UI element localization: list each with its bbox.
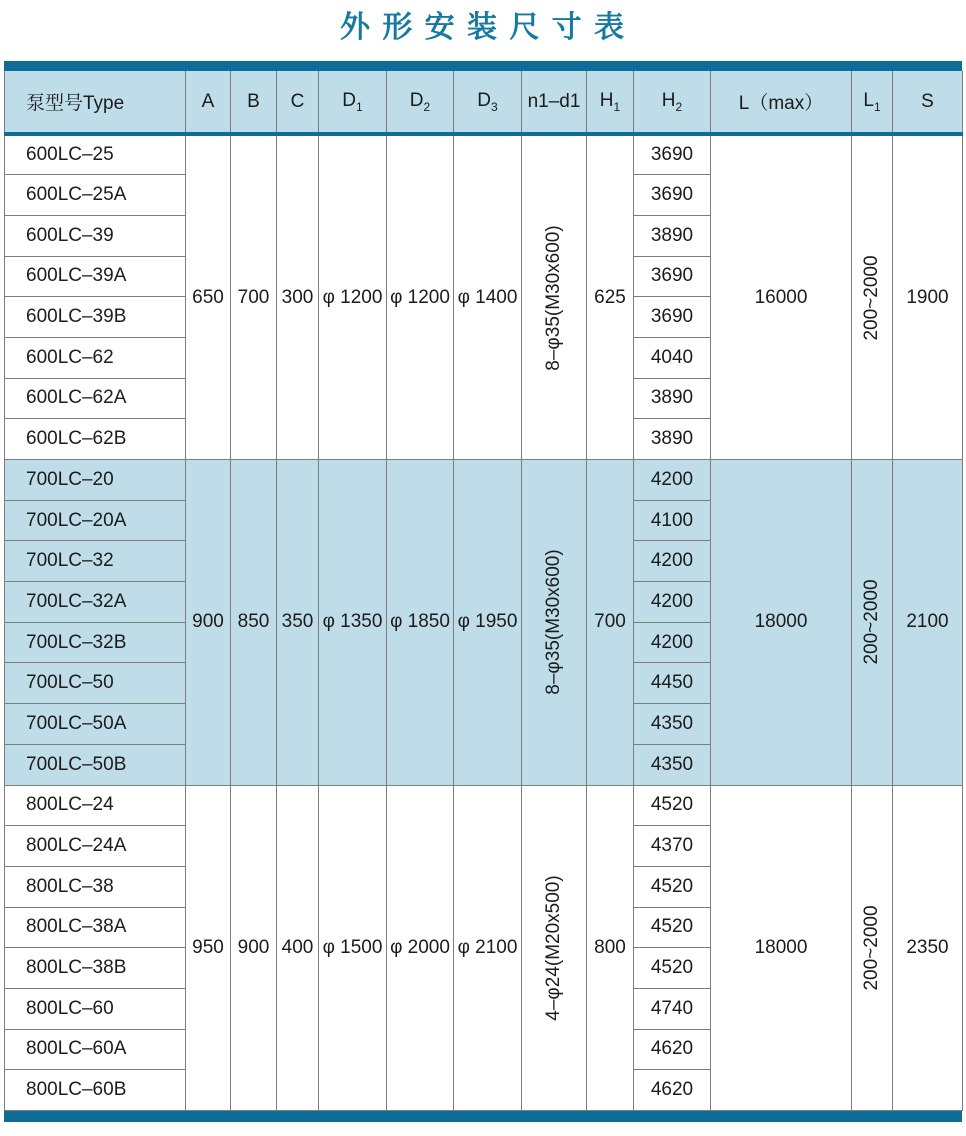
cell-l1 xyxy=(852,134,893,460)
cell-h1: 700 xyxy=(587,460,634,786)
cell-h2: 4200 xyxy=(634,622,711,663)
group-600lc xyxy=(5,134,963,460)
cell-pump-type: 700LC–50 xyxy=(5,663,186,704)
cell-h2: 3890 xyxy=(634,419,711,460)
cell-pump-type: 600LC–25 xyxy=(5,134,186,175)
column-header-label: n1–d1 xyxy=(527,90,581,112)
cell-h2: 4040 xyxy=(634,337,711,378)
cell-pump-type: 800LC–38A xyxy=(5,907,186,948)
cell-pump-type: 600LC–62A xyxy=(5,378,186,419)
cell-pump-type: 600LC–39 xyxy=(5,215,186,256)
cell-pump-type: 600LC–39A xyxy=(5,256,186,297)
cell-h2: 3890 xyxy=(634,378,711,419)
cell-pump-type: 700LC–20 xyxy=(5,460,186,501)
cell-h2: 4370 xyxy=(634,826,711,867)
cell-pump-type: 700LC–50B xyxy=(5,744,186,785)
header-row xyxy=(5,71,963,134)
column-header-b xyxy=(231,71,277,134)
cell-c: 300 xyxy=(277,134,319,460)
cell-h2: 4100 xyxy=(634,500,711,541)
dimension-table xyxy=(4,71,963,1111)
column-header-n1-d1 xyxy=(522,71,587,134)
cell-l1 xyxy=(852,460,893,786)
cell-h2: 4350 xyxy=(634,744,711,785)
cell-n1-d1 xyxy=(522,134,587,460)
cell-s: 2350 xyxy=(893,785,963,1111)
column-header-c xyxy=(277,71,319,134)
cell-h2: 4520 xyxy=(634,866,711,907)
page-title: 外 形 安 装 尺 寸 表 xyxy=(339,11,626,44)
column-header-label: 泵型号Type xyxy=(26,93,125,114)
cell-h2: 4620 xyxy=(634,1070,711,1111)
column-header-d1 xyxy=(319,71,387,134)
rotated-text: 200~2000 xyxy=(861,579,882,665)
cell-pump-type: 600LC–39B xyxy=(5,297,186,338)
column-header-subscript: 2 xyxy=(423,99,431,114)
cell-a: 950 xyxy=(186,785,231,1111)
column-header-type xyxy=(5,71,186,134)
cell-h2: 4450 xyxy=(634,663,711,704)
cell-c: 350 xyxy=(277,460,319,786)
cell-lmax: 18000 xyxy=(711,460,852,786)
column-header-subscript: 2 xyxy=(675,99,683,114)
cell-h2: 4520 xyxy=(634,948,711,989)
cell-h2: 3690 xyxy=(634,175,711,216)
column-header-h2 xyxy=(634,71,711,134)
top-accent-bar xyxy=(4,61,962,71)
column-header-label: D xyxy=(409,90,424,112)
column-header-label: L（max） xyxy=(738,93,824,114)
cell-h2: 4200 xyxy=(634,582,711,623)
cell-pump-type: 800LC–24 xyxy=(5,785,186,826)
column-header-a xyxy=(186,71,231,134)
cell-n1-d1 xyxy=(522,785,587,1111)
cell-l1 xyxy=(852,785,893,1111)
cell-h2: 4200 xyxy=(634,541,711,582)
column-header-subscript: 1 xyxy=(613,99,621,114)
cell-lmax: 16000 xyxy=(711,134,852,460)
column-header-label: C xyxy=(290,90,305,112)
cell-h2: 3690 xyxy=(634,256,711,297)
table-row xyxy=(5,785,963,826)
cell-pump-type: 700LC–32 xyxy=(5,541,186,582)
table-row xyxy=(5,134,963,175)
column-header-d2 xyxy=(387,71,454,134)
cell-h2: 4350 xyxy=(634,704,711,745)
cell-h2: 3690 xyxy=(634,134,711,175)
rotated-text: 8–φ35(M30x600) xyxy=(543,549,564,695)
column-header-d3 xyxy=(454,71,522,134)
column-header-subscript: 1 xyxy=(356,99,363,114)
cell-d3: φ 2100 xyxy=(454,785,522,1111)
column-header-label: B xyxy=(247,90,260,112)
cell-d2: φ 2000 xyxy=(387,785,454,1111)
table-row xyxy=(5,460,963,501)
cell-a: 650 xyxy=(186,134,231,460)
cell-pump-type: 800LC–60B xyxy=(5,1070,186,1111)
column-header-label: L xyxy=(863,90,874,112)
rotated-text: 8–φ35(M30x600) xyxy=(543,224,564,371)
cell-h2: 4520 xyxy=(634,785,711,826)
cell-pump-type: 700LC–50A xyxy=(5,704,186,745)
cell-h2: 3690 xyxy=(634,297,711,338)
cell-c: 400 xyxy=(277,785,319,1111)
cell-d3: φ 1950 xyxy=(454,460,522,786)
cell-b: 700 xyxy=(231,134,277,460)
cell-b: 900 xyxy=(231,785,277,1111)
cell-s: 1900 xyxy=(893,134,963,460)
cell-pump-type: 800LC–60A xyxy=(5,1029,186,1070)
cell-h2: 3890 xyxy=(634,215,711,256)
cell-pump-type: 700LC–32A xyxy=(5,582,186,623)
cell-pump-type: 700LC–32B xyxy=(5,622,186,663)
cell-h2: 4620 xyxy=(634,1029,711,1070)
cell-d1: φ 1200 xyxy=(319,134,387,460)
cell-pump-type: 700LC–20A xyxy=(5,500,186,541)
cell-s: 2100 xyxy=(893,460,963,786)
cell-lmax: 18000 xyxy=(711,785,852,1111)
cell-pump-type: 800LC–38B xyxy=(5,948,186,989)
cell-pump-type: 800LC–24A xyxy=(5,826,186,867)
cell-d2: φ 1850 xyxy=(387,460,454,786)
cell-pump-type: 600LC–25A xyxy=(5,175,186,216)
cell-d2: φ 1200 xyxy=(387,134,454,460)
column-header-label: H xyxy=(599,90,614,112)
cell-pump-type: 800LC–60 xyxy=(5,988,186,1029)
column-header-l1 xyxy=(852,71,893,134)
column-header-lmax xyxy=(711,71,852,134)
cell-d1: φ 1500 xyxy=(319,785,387,1111)
cell-b: 850 xyxy=(231,460,277,786)
column-header-subscript: 3 xyxy=(491,99,498,114)
rotated-text: 200~2000 xyxy=(861,254,882,341)
cell-pump-type: 600LC–62B xyxy=(5,419,186,460)
column-header-label: D xyxy=(342,90,357,112)
group-800lc xyxy=(5,785,963,1111)
cell-a: 900 xyxy=(186,460,231,786)
rotated-text: 4–φ24(M20x500) xyxy=(543,875,564,1021)
column-header-s xyxy=(893,71,963,134)
cell-h2: 4520 xyxy=(634,907,711,948)
cell-pump-type: 600LC–62 xyxy=(5,337,186,378)
column-header-label: A xyxy=(201,90,215,112)
cell-pump-type: 800LC–38 xyxy=(5,866,186,907)
rotated-text: 200~2000 xyxy=(861,905,882,991)
group-700lc xyxy=(5,460,963,786)
cell-h1: 625 xyxy=(587,134,634,460)
cell-h2: 4740 xyxy=(634,988,711,1029)
column-header-label: D xyxy=(477,90,492,112)
bottom-accent-bar xyxy=(4,1111,962,1122)
column-header-subscript: 1 xyxy=(873,99,881,114)
dimension-table-wrap xyxy=(4,61,962,1122)
cell-n1-d1 xyxy=(522,460,587,786)
column-header-label: H xyxy=(661,90,676,112)
cell-d3: φ 1400 xyxy=(454,134,522,460)
cell-h1: 800 xyxy=(587,785,634,1111)
cell-h2: 4200 xyxy=(634,460,711,501)
cell-d1: φ 1350 xyxy=(319,460,387,786)
column-header-label: S xyxy=(921,90,934,112)
column-header-h1 xyxy=(587,71,634,134)
